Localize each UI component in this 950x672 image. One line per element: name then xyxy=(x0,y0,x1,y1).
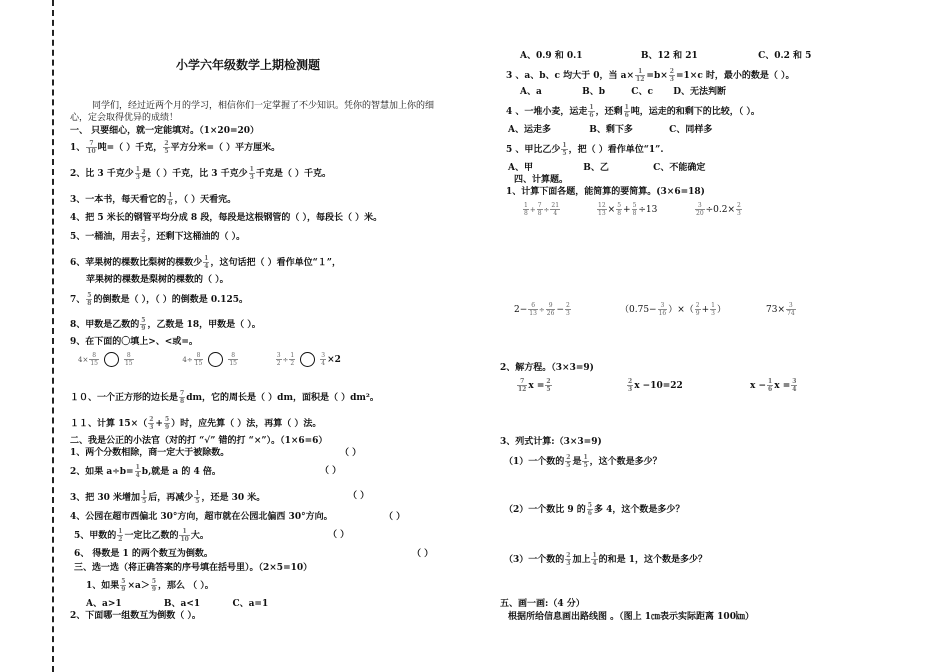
s1-question-11: １１、计算 15×（ $\frac{2}{3}$ + $\frac{5}{9}$ ）时，应先算（ ）法，再算（ ）法。 xyxy=(70,416,322,431)
drawing-instruction: 根据所给信息画出路线图 。（图上 1㎝表示实际距离 100㎞） xyxy=(508,612,754,622)
section-5-heading: 五、画一画:（4 分） xyxy=(500,599,585,609)
s2-answer-paren-6[interactable]: （ ） xyxy=(412,549,434,559)
option-b[interactable]: B、12 和 21 xyxy=(640,51,698,61)
section-4-heading: 四、计算题。 xyxy=(514,175,569,185)
equation-heading: 2、解方程。（3×3=9) xyxy=(500,363,594,373)
option-b[interactable]: B、乙 xyxy=(583,163,609,173)
s3-q5-options xyxy=(508,162,705,174)
s2-answer-paren-1[interactable]: （ ） xyxy=(340,448,362,458)
calc-expression-5: （0.75− $\frac{3}{16}$ ）×（ $\frac{2}{9}$ + $\frac{1}{3}$ ） xyxy=(620,302,726,317)
calc-expression-4: 2− $\frac{6}{13}$ ÷ $\frac{9}{26}$ − $\frac{2}{3}$ xyxy=(514,302,570,317)
equation-1: $\frac{7}{12}$ x = $\frac{2}{5}$ xyxy=(518,378,551,393)
s2-answer-paren-5[interactable]: （ ） xyxy=(328,530,350,540)
section-2-heading: 二、我是公正的小法官（对的打 “√” 错的打 “×”）。（1×6=6） xyxy=(70,436,328,446)
compare-circle-1[interactable] xyxy=(104,352,119,367)
s3-question-1: 1、如果 $\frac{5}{9}$ ×a＞ $\frac{5}{9}$ ，那么 （ ）。 xyxy=(86,578,214,593)
s1-question-4: 4、把 5 米长的钢管平均分成 8 段，每段是这根钢管的（ ），每段长（ ）米。 xyxy=(70,213,383,223)
s2-answer-paren-3[interactable]: （ ） xyxy=(348,491,370,501)
s1-question-2: 2、比 3 千克少 $\frac{1}{3}$ 是（ ）千克，比 3 千克少 $\frac{1}{3}$ 千克是（ ）千克。 xyxy=(70,166,331,181)
s2-question-3: 3、把 30 米增加 $\frac{1}{5}$ 后，再减少 $\frac{1}{5}$ ，还是 30 米。 xyxy=(70,490,266,505)
s1-question-10: １０、一个正方形的边长是 $\frac{7}{8}$ dm，它的周长是（ ）dm，面积是（ ）dm²。 xyxy=(70,390,379,405)
compare-circle-2[interactable] xyxy=(208,352,223,367)
s3-q1-options xyxy=(86,598,268,610)
s3-question-2: 2、下面哪一组数互为倒数（ ）。 xyxy=(70,611,201,621)
option-b[interactable]: B、a<1 xyxy=(163,599,201,609)
word-problem-heading: 3、列式计算:（3×3=9) xyxy=(500,437,602,447)
section-1-heading: 一、 只要细心，就一定能填对。（1×20=20） xyxy=(70,126,260,136)
calc-expression-2: $\frac{12}{13}$ × $\frac{5}{8}$ + $\frac{5}{8}$ ÷13 xyxy=(598,202,658,217)
s3-q3-options xyxy=(520,86,726,98)
s1-question-8: 8、甲数是乙数的 $\frac{5}{9}$ ，乙数是 18，甲数是（ ）。 xyxy=(70,317,261,332)
s1-question-3: 3、一本书，每天看它的 $\frac{1}{6}$ ，（ ）天看完。 xyxy=(70,192,237,207)
s3-q2-options xyxy=(520,50,811,62)
equation-2: $\frac{2}{3}$ x −10=22 xyxy=(628,378,683,393)
calc-expression-3: $\frac{3}{20}$ ÷0.2× $\frac{2}{3}$ xyxy=(696,202,741,217)
option-d[interactable]: D、无法判断 xyxy=(673,87,727,97)
calc-expression-6: 73× $\frac{3}{74}$ xyxy=(766,302,795,317)
calc-expression-1: $\frac{1}{8}$ + $\frac{7}{8}$ ÷ $\frac{21}{4}$ xyxy=(524,202,560,217)
binding-margin-line xyxy=(52,0,54,672)
s1-question-6a: 6、苹果树的棵数比梨树的棵数少 $\frac{1}{4}$ ，这句话把（ ）看作单位“１”， xyxy=(70,255,341,270)
word-problem-1: （1）一个数的 $\frac{2}{5}$ 是 $\frac{1}{5}$ ，这个数是多少？ xyxy=(504,454,662,469)
s3-question-4: 4 、一堆小麦，运走 $\frac{1}{6}$ ，还剩 $\frac{1}{6}$ 吨，运走的和剩下的比较，（ ）。 xyxy=(506,104,760,119)
s2-question-6: 6、 得数是 1 的两个数互为倒数。 xyxy=(74,549,213,559)
s2-question-1: 1、两个分数相除，商一定大于被除数。 xyxy=(70,448,230,458)
s3-question-3: 3 、a、b、c 均大于 0，当 a× $\frac{1}{12}$ =b× $\frac{2}{3}$ =1×c 时，最小的数是（ ）。 xyxy=(506,68,795,83)
intro-line-2: 心，定会取得优异的成绩！ xyxy=(70,113,179,123)
s2-answer-paren-2[interactable]: （ ） xyxy=(320,466,342,476)
option-a[interactable]: A、运走多 xyxy=(508,125,551,135)
option-a[interactable]: A、甲 xyxy=(508,163,533,173)
option-c[interactable]: C、a=1 xyxy=(232,599,269,609)
s1-question-7: 7、 $\frac{5}{8}$ 的倒数是（ ），（ ）的倒数是 0.125。 xyxy=(70,292,249,307)
s1-question-9: 9、在下面的〇填上>、<或=。 xyxy=(70,337,198,347)
word-problem-2: （2）一个数比 9 的 $\frac{5}{6}$ 多 4，这个数是多少？ xyxy=(504,502,685,517)
calc-heading: 1、计算下面各题，能简算的要简算。(3×6=18) xyxy=(506,187,705,197)
s1-question-6b: 苹果树的棵数是梨树的棵数的（ ）。 xyxy=(86,275,229,285)
equation-3: x − $\frac{1}{6}$ x = $\frac{3}{4}$ xyxy=(750,378,797,393)
s2-question-5: 5、甲数的 $\frac{1}{2}$ 一定比乙数的 $\frac{1}{10}$ 大。 xyxy=(74,528,209,543)
page-title: 小学六年级数学上期检测题 xyxy=(176,58,321,72)
option-b[interactable]: B、剩下多 xyxy=(589,125,633,135)
s2-question-4: 4、公园在超市西偏北 30°方向，超市就在公园北偏西 30°方向。 xyxy=(70,512,333,522)
intro-line-1: 同学们，经过近两个月的学习，相信你们一定掌握了不少知识。凭你的智慧加上你的细 xyxy=(92,101,435,111)
option-a[interactable]: A、a>1 xyxy=(86,599,122,609)
s3-question-5: 5 、甲比乙少 $\frac{1}{5}$ ，把（ ）看作单位“1”. xyxy=(506,142,664,157)
s3-q4-options xyxy=(508,124,712,136)
option-c[interactable]: C、不能确定 xyxy=(653,163,706,173)
word-problem-3: （3）一个数的 $\frac{2}{3}$ 加上 $\frac{1}{4}$ 的和是 1，这个数是多少？ xyxy=(504,552,708,567)
option-c[interactable]: C、c xyxy=(631,87,653,97)
compare-circle-3[interactable] xyxy=(300,352,315,367)
s2-question-2: 2、如果 a÷b= $\frac{1}{4}$ b,就是 a 的 4 倍。 xyxy=(70,464,221,479)
option-a[interactable]: A、0.9 和 0.1 xyxy=(520,51,583,61)
option-b[interactable]: B、b xyxy=(582,87,606,97)
option-a[interactable]: A、a xyxy=(520,87,542,97)
option-c[interactable]: C、0.2 和 5 xyxy=(758,51,812,61)
compare-expressions: 4× $\frac{8}{15}$ $\frac{8}{15}$ 4÷ $\frac{8}{15}$ $\frac{8}{15}$ $\frac{3}{2}$ ÷ $\frac{1}{2}$ $\frac{3}{4}$ ×2 xyxy=(78,352,341,367)
section-3-heading: 三、选一选（将正确答案的序号填在括号里）。（2×5=10） xyxy=(74,563,313,573)
s2-answer-paren-4[interactable]: （ ） xyxy=(384,512,406,522)
s1-question-5: 5、一桶油，用去 $\frac{2}{5}$ ，还剩下这桶油的（ ）。 xyxy=(70,229,246,244)
s1-question-1: 1、 $\frac{7}{10}$ 吨=（ ）千克， $\frac{2}{5}$ 平方分米=（ ）平方厘米。 xyxy=(70,140,281,155)
option-c[interactable]: C、同样多 xyxy=(669,125,713,135)
